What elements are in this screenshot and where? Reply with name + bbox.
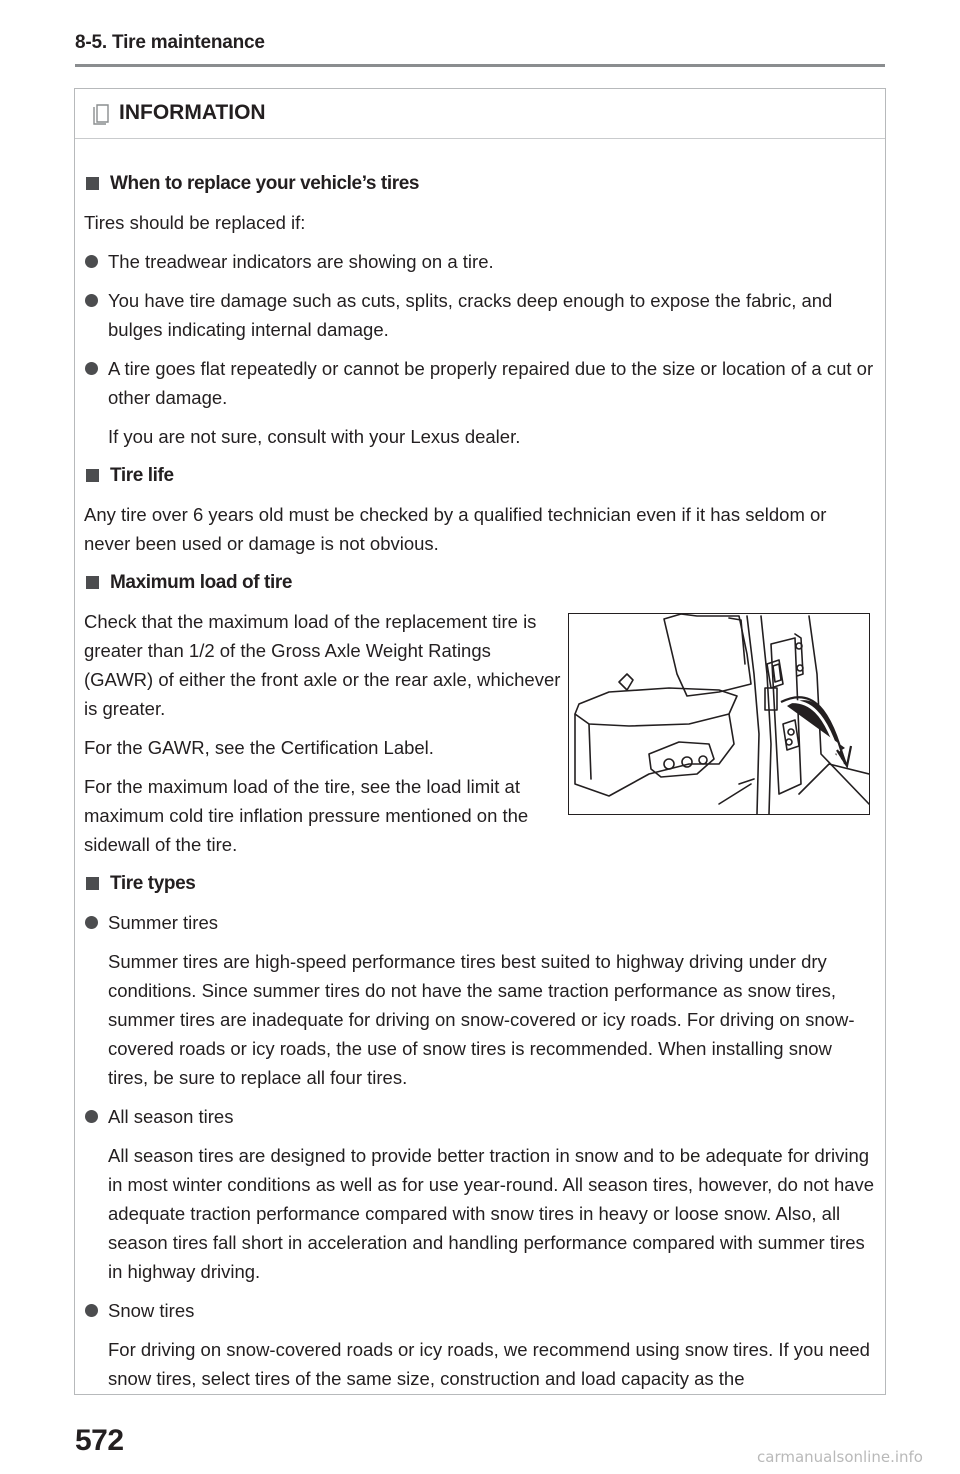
header-rule <box>75 64 885 67</box>
round-bullet-icon <box>85 294 98 307</box>
list-item: All season tires <box>84 1102 876 1131</box>
section-heading-max-load: Maximum load of tire <box>84 568 876 597</box>
information-content <box>84 159 876 1393</box>
square-bullet-icon <box>86 877 99 890</box>
round-bullet-icon <box>85 1304 98 1317</box>
book-icon <box>91 104 111 128</box>
max-load-text <box>84 607 564 859</box>
door-pillar-seat-drawing <box>569 614 869 814</box>
information-header <box>75 89 885 139</box>
dealer-note: If you are not sure, consult with your Lexus dealer. <box>108 426 521 447</box>
square-bullet-icon <box>86 469 99 482</box>
round-bullet-icon <box>85 362 98 375</box>
section-heading-tire-life: Tire life <box>84 461 876 490</box>
round-bullet-icon <box>85 255 98 268</box>
round-bullet-icon <box>85 916 98 929</box>
page-header <box>75 30 885 70</box>
square-bullet-icon <box>86 576 99 589</box>
section-title: 8-5. Tire maintenance <box>75 32 265 53</box>
replace-intro: Tires should be replaced if: <box>84 212 306 233</box>
list-item: The treadwear indicators are showing on a tire. <box>84 247 876 276</box>
max-load-paragraph: For the GAWR, see the Certification Label. <box>84 737 434 758</box>
list-item: You have tire damage such as cuts, splits, cracks deep enough to expose the fabric, and bulges indicating internal damage. <box>84 286 876 344</box>
all-season-tires-text: All season tires are designed to provide better traction in snow and to be adequate for driving in most winter conditions as well as for use year-round. All season tires, however, do not have adequate traction performance compared with snow tires in heavy or loose snow. Also, all season tires fall short in acceleration and handling performance compared with summer tires in highway driving. <box>108 1145 875 1282</box>
max-load-paragraph: Check that the maximum load of the replacement tire is greater than 1/2 of the Gross Axle Weight Ratings (GAWR) of either the front axle or the rear axle, whichever is greater. <box>84 611 561 719</box>
round-bullet-icon <box>85 1110 98 1123</box>
list-item: Summer tires <box>84 908 876 937</box>
certification-label-illustration <box>568 613 870 815</box>
information-box <box>74 88 886 1395</box>
section-heading-replace: When to replace your vehicle’s tires <box>84 169 876 198</box>
snow-tires-text: For driving on snow-covered roads or icy roads, we recommend using snow tires. If you need snow tires, select tires of the same size, construction and load capacity as the <box>108 1339 870 1389</box>
max-load-paragraph: For the maximum load of the tire, see the load limit at maximum cold tire inflation pressure mentioned on the sidewall of the tire. <box>84 776 529 855</box>
section-heading-tire-types: Tire types <box>84 869 876 898</box>
list-item: Snow tires <box>84 1296 876 1325</box>
summer-tires-text: Summer tires are high-speed performance tires best suited to highway driving under dry conditions. Since summer tires do not have the same traction performance as snow tires, summer tires are inadequate for driving on snow-covered or icy roads. For driving on snow-covered roads or icy roads, the use of snow tires is recommended. When installing snow tires, be sure to replace all four tires. <box>108 951 855 1088</box>
information-title: INFORMATION <box>119 101 266 124</box>
tire-life-text: Any tire over 6 years old must be checked by a qualified technician even if it has seldom or never been used or damage is not obvious. <box>84 504 827 554</box>
list-item: A tire goes flat repeatedly or cannot be properly repaired due to the size or location of a cut or other damage. <box>84 354 876 412</box>
max-load-block <box>84 607 876 859</box>
watermark: carmanualsonline.info <box>757 1448 923 1466</box>
square-bullet-icon <box>86 177 99 190</box>
page-number: 572 <box>75 1424 124 1457</box>
